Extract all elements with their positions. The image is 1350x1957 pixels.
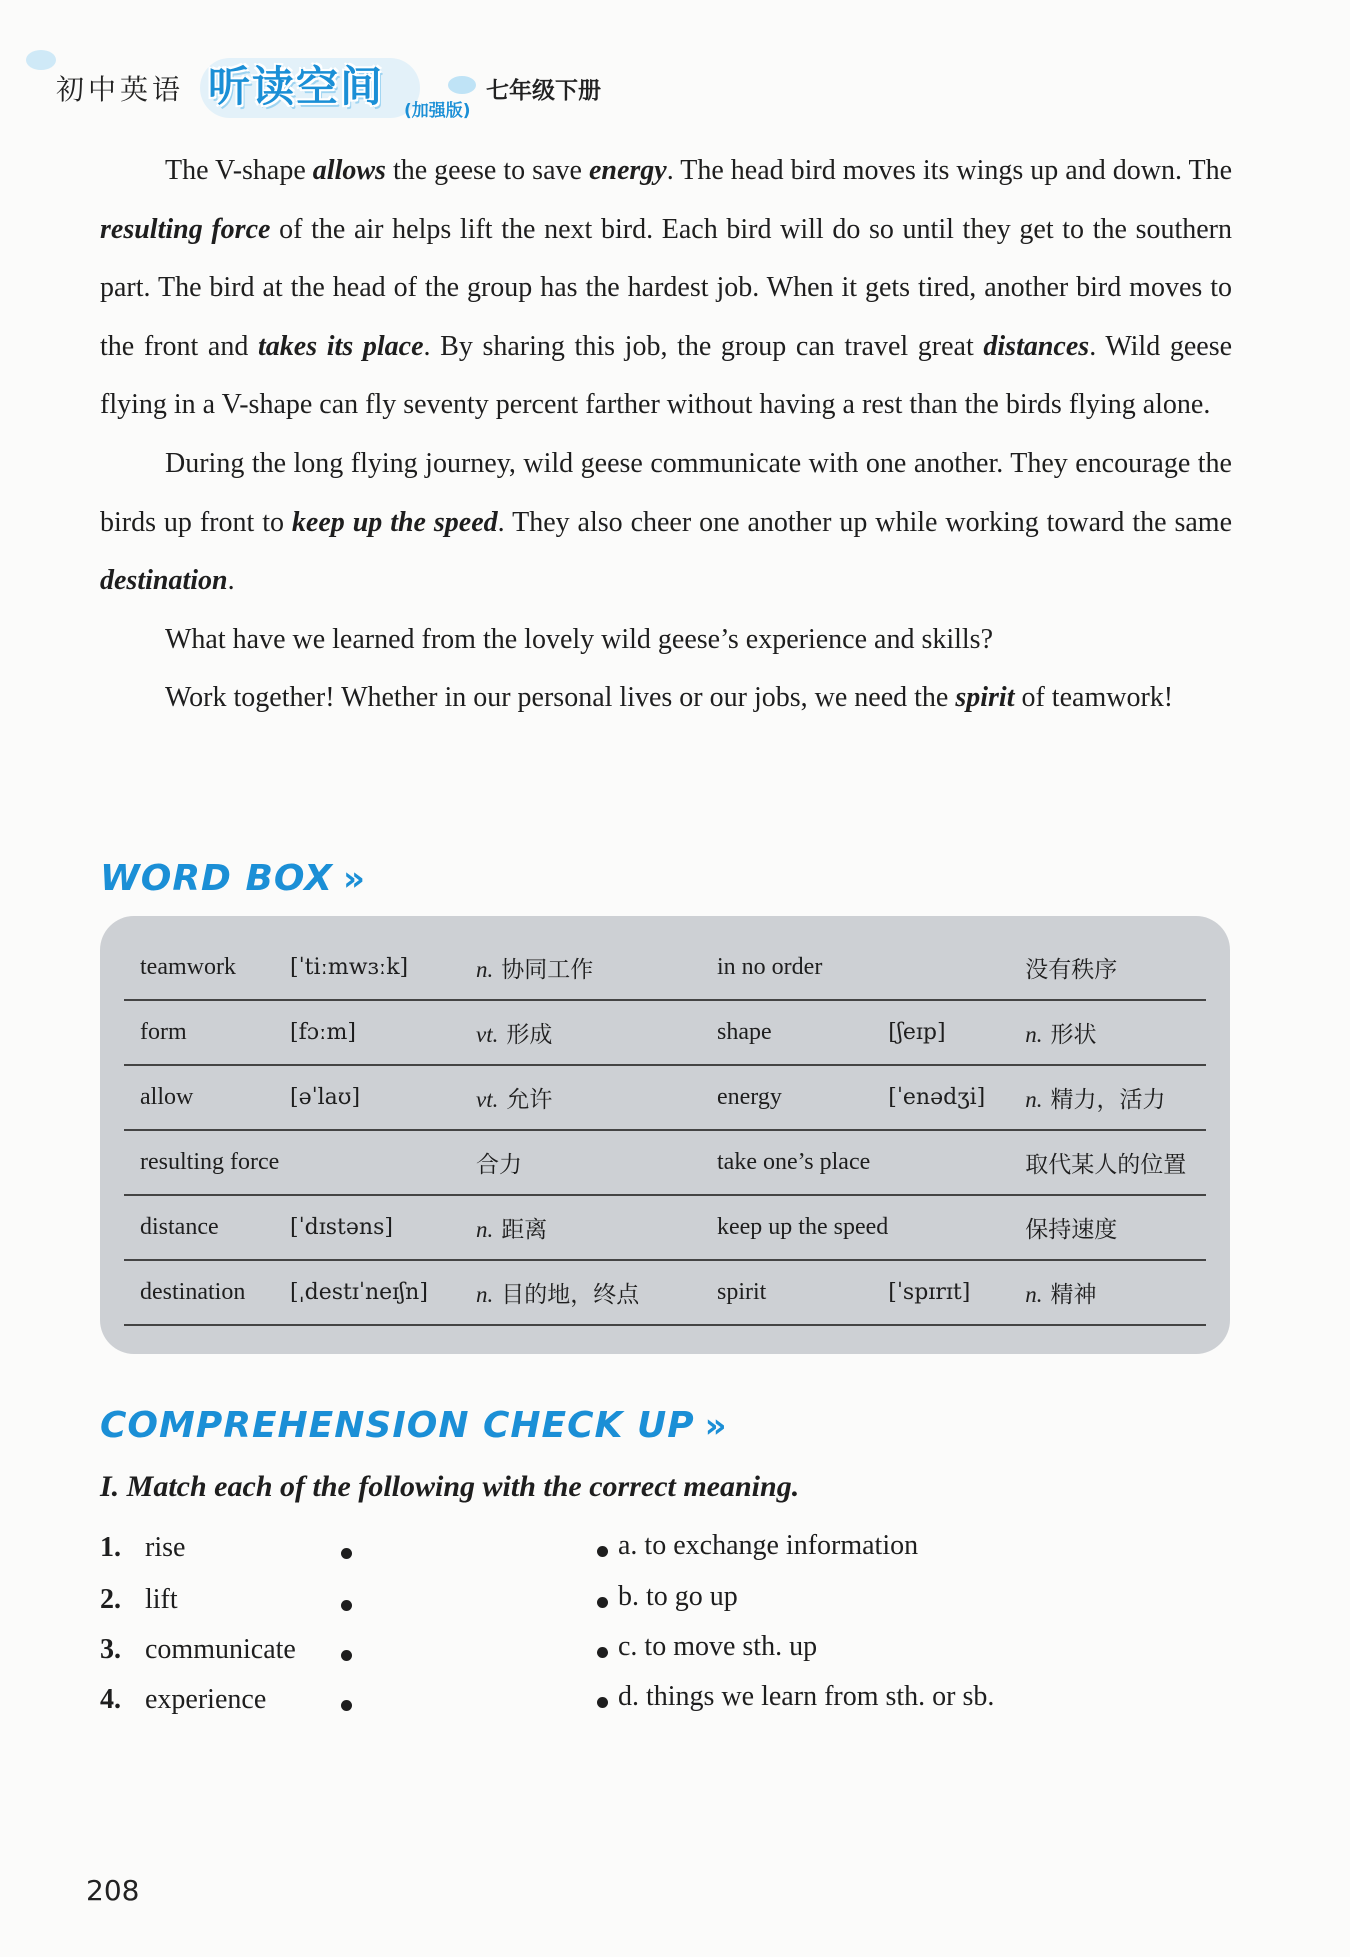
vocab-phonetic: [fɔːm] xyxy=(290,1000,476,1065)
vocab-word: energy xyxy=(717,1065,888,1130)
item-number: 4. xyxy=(100,1684,121,1715)
match-meaning xyxy=(0,1530,1350,1570)
book-title-logo: 听读空间 xyxy=(208,62,385,111)
item-word: communicate xyxy=(145,1634,296,1665)
vocab-word: form xyxy=(124,1000,290,1065)
paragraph xyxy=(100,669,1232,728)
text-run: . By sharing this job, the group can travel great xyxy=(423,330,984,362)
text-run: Work together! Whether in our personal lives or our jobs, we need the xyxy=(165,682,956,714)
text-run: of teamwork! xyxy=(1014,682,1174,714)
word-box-row xyxy=(124,1065,1206,1130)
paragraph xyxy=(100,435,1232,611)
comprehension-title: COMPREHENSION CHECK UP xyxy=(100,1405,695,1446)
vocab-word: spirit xyxy=(717,1260,888,1325)
word-box xyxy=(100,916,1230,1354)
match-meaning xyxy=(0,1681,1350,1721)
match-dot xyxy=(597,1697,608,1708)
text-run: The V-shape xyxy=(165,155,313,186)
vocab-meaning xyxy=(1025,1260,1206,1325)
vocab-word: resulting force xyxy=(124,1130,290,1195)
reading-passage xyxy=(100,142,1232,728)
chinese-meaning: 形成 xyxy=(506,1022,553,1048)
meaning-text: a. to exchange information xyxy=(618,1530,919,1561)
vocab-meaning xyxy=(1025,1130,1206,1195)
page-number: 208 xyxy=(86,1874,140,1907)
word-box-row xyxy=(124,1130,1206,1195)
vocab-word: allow xyxy=(124,1065,290,1130)
chinese-meaning: 没有秩序 xyxy=(1025,957,1118,983)
chinese-meaning: 保持速度 xyxy=(1025,1217,1118,1243)
comprehension-heading xyxy=(100,1405,728,1446)
edition-tag: (加强版) xyxy=(404,101,471,121)
vocab-meaning xyxy=(1025,1065,1206,1130)
vocab-phonetic xyxy=(290,1130,476,1195)
chinese-meaning: 精神 xyxy=(1050,1282,1097,1308)
vocab-meaning xyxy=(476,1260,717,1325)
double-chevron-icon: » xyxy=(342,859,366,899)
vocab-phonetic: [ˌdestɪˈneɪʃn] xyxy=(290,1260,476,1325)
vocab-word: take one’s place xyxy=(717,1130,888,1195)
chinese-meaning: 目的地，终点 xyxy=(501,1282,640,1308)
item-word: lift xyxy=(145,1584,178,1615)
part-of-speech: vt. xyxy=(476,1022,499,1047)
vocab-meaning xyxy=(1025,1195,1206,1260)
word-box-row xyxy=(124,936,1206,1000)
vocab-term: destination xyxy=(100,565,228,597)
part-of-speech: n. xyxy=(476,1282,494,1307)
meaning-text: c. to move sth. up xyxy=(618,1631,818,1662)
part-of-speech: n. xyxy=(476,957,494,982)
vocab-phonetic xyxy=(888,1195,1025,1260)
vocab-phonetic: [əˈlaʊ] xyxy=(290,1065,476,1130)
text-run: of the air helps lift the next bird. Each bird will do so until they get to the southern part. The bird at the head of the group has the hardest job. When it gets tired, another bird moves to the front and xyxy=(100,213,1233,362)
part-of-speech: n. xyxy=(1025,1022,1043,1047)
vocab-word: in no order xyxy=(717,936,888,1000)
item-number: 2. xyxy=(100,1584,121,1615)
vocab-meaning xyxy=(1025,1000,1206,1065)
vocab-word: keep up the speed xyxy=(717,1195,888,1260)
paragraph xyxy=(100,611,1232,670)
vocab-meaning xyxy=(476,1065,717,1130)
vocab-phonetic: [ˈdɪstəns] xyxy=(290,1195,476,1260)
match-meaning xyxy=(0,1631,1350,1671)
match-meaning xyxy=(0,1581,1350,1621)
word-box-title: WORD BOX xyxy=(100,858,333,899)
match-dot xyxy=(597,1546,608,1557)
item-word: rise xyxy=(145,1532,186,1563)
chinese-meaning: 合力 xyxy=(476,1152,522,1178)
part-of-speech: n. xyxy=(1025,1087,1043,1112)
meaning-text: b. to go up xyxy=(618,1581,738,1612)
word-box-row xyxy=(124,1000,1206,1065)
text-run: . Wild geese flying in a V-shape can fly seventy percent farther without having a rest than the birds flying alone. xyxy=(100,330,1233,421)
chinese-meaning: 精力，活力 xyxy=(1050,1087,1166,1113)
decor-bubble xyxy=(448,76,476,94)
chinese-meaning: 协同工作 xyxy=(501,957,594,983)
part-of-speech: n. xyxy=(1025,1282,1043,1307)
word-box-row xyxy=(124,1195,1206,1260)
vocab-word: destination xyxy=(124,1260,290,1325)
vocab-term: resulting force xyxy=(100,213,271,245)
chinese-meaning: 取代某人的位置 xyxy=(1025,1152,1187,1178)
item-word: experience xyxy=(145,1684,267,1715)
chinese-meaning: 距离 xyxy=(501,1217,548,1243)
vocab-word: teamwork xyxy=(124,936,290,1000)
exercise-instruction: I. Match each of the following with the correct meaning. xyxy=(100,1470,800,1503)
chinese-meaning: 形状 xyxy=(1050,1022,1097,1048)
grade-label: 七年级下册 xyxy=(486,78,601,104)
decor-bubble xyxy=(26,50,56,70)
vocab-meaning xyxy=(476,1000,717,1065)
vocab-term: keep up the speed xyxy=(291,506,498,538)
part-of-speech: n. xyxy=(476,1217,494,1242)
item-number: 3. xyxy=(100,1634,121,1665)
chinese-meaning: 允许 xyxy=(506,1087,553,1113)
vocab-meaning xyxy=(476,936,717,1000)
vocab-term: energy xyxy=(588,155,667,186)
series-name: 初中英语 xyxy=(56,73,185,106)
vocab-meaning xyxy=(1025,936,1206,1000)
text-run: . xyxy=(227,565,235,597)
page-header xyxy=(0,0,1350,130)
vocab-term: allows xyxy=(312,155,386,186)
word-box-row xyxy=(124,1260,1206,1325)
vocab-phonetic: [ˈenədʒi] xyxy=(888,1065,1025,1130)
vocab-phonetic xyxy=(888,936,1025,1000)
word-box-table xyxy=(124,936,1206,1326)
vocab-term: takes its place xyxy=(258,330,424,362)
vocab-word: distance xyxy=(124,1195,290,1260)
word-box-heading xyxy=(100,858,366,899)
vocab-meaning xyxy=(476,1195,717,1260)
vocab-word: shape xyxy=(717,1000,888,1065)
double-chevron-icon: » xyxy=(704,1406,728,1446)
vocab-phonetic: [ˈtiːmwɜːk] xyxy=(290,936,476,1000)
part-of-speech: vt. xyxy=(476,1087,499,1112)
text-run: During the long flying journey, wild geese communicate with one another. They encourage the birds up front to xyxy=(100,447,1232,538)
vocab-phonetic: [ʃeɪp] xyxy=(888,1000,1025,1065)
vocab-term: spirit xyxy=(955,682,1015,714)
matching-exercise xyxy=(0,1526,1350,1786)
text-run: the geese to save xyxy=(385,155,589,186)
match-dot xyxy=(597,1647,608,1658)
vocab-meaning xyxy=(476,1130,717,1195)
match-dot xyxy=(597,1597,608,1608)
item-number: 1. xyxy=(100,1532,121,1563)
vocab-term: distances xyxy=(983,330,1090,362)
text-run: . The head bird moves its wings up and down. The xyxy=(666,155,1232,186)
text-run: . They also cheer one another up while working toward the same xyxy=(497,506,1232,538)
vocab-phonetic: [ˈspɪrɪt] xyxy=(888,1260,1025,1325)
paragraph xyxy=(100,142,1232,435)
meaning-text: d. things we learn from sth. or sb. xyxy=(618,1681,995,1712)
vocab-phonetic xyxy=(888,1130,1025,1195)
text-run: What have we learned from the lovely wild geese’s experience and skills? xyxy=(165,623,994,655)
